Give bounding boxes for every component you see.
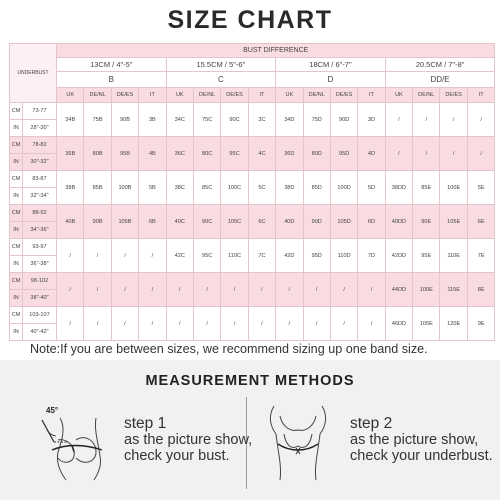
- size-cell: 85D: [303, 171, 330, 205]
- size-cell: 75B: [84, 103, 111, 137]
- size-cell: 40B: [57, 205, 84, 239]
- size-cell: /: [111, 307, 138, 341]
- size-cell: 90D: [330, 103, 357, 137]
- size-cell: 120E: [440, 307, 467, 341]
- size-cell: 95D: [303, 239, 330, 273]
- bust-difference-header: BUST DIFFERENCE: [57, 44, 495, 58]
- size-cell: /: [385, 103, 412, 137]
- size-cell: 9E: [467, 307, 495, 341]
- size-system-header: DE/ES: [440, 88, 467, 103]
- step1-heading: step 1: [124, 415, 167, 432]
- underbust-cm-value: 98-102: [23, 273, 57, 290]
- size-cell: 7C: [248, 239, 275, 273]
- size-cell: 4B: [139, 137, 166, 171]
- size-cell: 100E: [413, 273, 440, 307]
- size-cell: 34B: [57, 103, 84, 137]
- step1-line2: check your bust.: [124, 448, 230, 464]
- size-cell: /: [193, 273, 220, 307]
- underbust-cm-value: 93-97: [23, 239, 57, 256]
- size-cell: 3D: [358, 103, 385, 137]
- size-system-header: DE/NL: [303, 88, 330, 103]
- size-cell: /: [166, 273, 193, 307]
- size-cell: /: [57, 307, 84, 341]
- size-cell: /: [248, 273, 275, 307]
- size-cell: 100D: [330, 171, 357, 205]
- size-system-header: DE/NL: [84, 88, 111, 103]
- size-cell: 85E: [413, 171, 440, 205]
- size-cell: 4C: [248, 137, 275, 171]
- size-cell: 6C: [248, 205, 275, 239]
- in-unit-label: IN: [10, 222, 23, 239]
- size-cell: /: [111, 239, 138, 273]
- bust-range-header: 20.5CM / 7"-8": [385, 58, 495, 72]
- sizing-note: Note:If you are between sizes, we recommend sizing up one band size.: [30, 342, 428, 356]
- size-cell: /: [193, 307, 220, 341]
- in-unit-label: IN: [10, 120, 23, 137]
- measurement-methods-panel: [0, 360, 500, 500]
- size-cell: 40C: [166, 205, 193, 239]
- size-cell: /: [84, 307, 111, 341]
- size-system-header: UK: [57, 88, 84, 103]
- size-cell: 3C: [248, 103, 275, 137]
- cm-unit-label: CM: [10, 307, 23, 324]
- size-cell: /: [221, 273, 248, 307]
- size-cell: /: [358, 273, 385, 307]
- size-cell: /: [57, 273, 84, 307]
- size-cell: 85B: [84, 171, 111, 205]
- cm-unit-label: CM: [10, 273, 23, 290]
- step1-text: [124, 416, 252, 464]
- size-cell: 90E: [413, 205, 440, 239]
- cm-unit-label: CM: [10, 137, 23, 154]
- underbust-in-value: 30"-32": [23, 154, 57, 171]
- step2-line2: check your underbust.: [350, 448, 493, 464]
- in-unit-label: IN: [10, 154, 23, 171]
- angle-label: 45°: [46, 406, 59, 415]
- size-cell: 95D: [330, 137, 357, 171]
- size-cell: 34C: [166, 103, 193, 137]
- size-cell: 7D: [358, 239, 385, 273]
- size-cell: /: [303, 273, 330, 307]
- size-cell: 105C: [221, 205, 248, 239]
- size-cell: 38B: [57, 171, 84, 205]
- size-system-header: UK: [166, 88, 193, 103]
- cup-header: D: [276, 72, 386, 88]
- size-cell: /: [358, 307, 385, 341]
- cup-header: B: [57, 72, 167, 88]
- bust-range-header: 15.5CM / 5"-6": [166, 58, 276, 72]
- size-cell: 90D: [303, 205, 330, 239]
- step2-heading: step 2: [350, 415, 393, 432]
- size-cell: /: [440, 137, 467, 171]
- size-cell: 80B: [84, 137, 111, 171]
- size-system-header: IT: [467, 88, 495, 103]
- size-cell: 110E: [440, 239, 467, 273]
- size-system-header: IT: [248, 88, 275, 103]
- size-cell: /: [139, 307, 166, 341]
- size-cell: 110C: [221, 239, 248, 273]
- size-cell: 80C: [193, 137, 220, 171]
- underbust-in-value: 32"-34": [23, 188, 57, 205]
- size-cell: /: [385, 137, 412, 171]
- underbust-in-value: 28"-30": [23, 120, 57, 137]
- size-cell: 44DD: [385, 273, 412, 307]
- size-cell: /: [84, 239, 111, 273]
- measurement-methods-title: MEASUREMENT METHODS: [145, 373, 355, 389]
- size-cell: 100E: [440, 171, 467, 205]
- size-cell: 5B: [139, 171, 166, 205]
- underbust-in-value: 38"-40": [23, 290, 57, 307]
- size-cell: /: [303, 307, 330, 341]
- size-cell: 6B: [139, 205, 166, 239]
- size-cell: /: [84, 273, 111, 307]
- size-cell: 5C: [248, 171, 275, 205]
- size-cell: 5D: [358, 171, 385, 205]
- step1-line1: as the picture show,: [124, 432, 253, 448]
- size-cell: 38DD: [385, 171, 412, 205]
- size-cell: 75D: [303, 103, 330, 137]
- in-unit-label: IN: [10, 256, 23, 273]
- size-cell: 90C: [193, 205, 220, 239]
- size-cell: /: [139, 239, 166, 273]
- size-cell: 90B: [111, 103, 138, 137]
- underbust-cm-value: 88-92: [23, 205, 57, 222]
- size-cell: /: [111, 273, 138, 307]
- size-cell: 80D: [303, 137, 330, 171]
- cm-unit-label: CM: [10, 171, 23, 188]
- size-cell: 115E: [440, 273, 467, 307]
- size-cell: /: [166, 307, 193, 341]
- size-cell: 38C: [166, 171, 193, 205]
- size-cell: /: [139, 273, 166, 307]
- size-cell: /: [276, 273, 303, 307]
- size-cell: 95E: [413, 239, 440, 273]
- underbust-cm-value: 73-77: [23, 103, 57, 120]
- size-cell: /: [57, 239, 84, 273]
- size-cell: 5E: [467, 171, 495, 205]
- size-system-header: DE/ES: [221, 88, 248, 103]
- size-cell: /: [248, 307, 275, 341]
- size-cell: 95C: [221, 137, 248, 171]
- cup-header: DD/E: [385, 72, 495, 88]
- size-cell: 105B: [111, 205, 138, 239]
- size-cell: 7E: [467, 239, 495, 273]
- cup-header: C: [166, 72, 276, 88]
- cm-unit-label: CM: [10, 239, 23, 256]
- underbust-in-value: 36"-38": [23, 256, 57, 273]
- step2-text: [350, 416, 493, 464]
- size-cell: 36B: [57, 137, 84, 171]
- underbust-in-value: 40"-42": [23, 324, 57, 341]
- size-cell: /: [413, 103, 440, 137]
- size-cell: 95B: [111, 137, 138, 171]
- size-cell: 42D: [276, 239, 303, 273]
- size-system-header: DE/ES: [111, 88, 138, 103]
- size-cell: 40DD: [385, 205, 412, 239]
- size-cell: 100C: [221, 171, 248, 205]
- bust-range-header: 18CM / 6"-7": [276, 58, 386, 72]
- size-cell: 3B: [139, 103, 166, 137]
- size-cell: 42C: [166, 239, 193, 273]
- size-cell: /: [330, 273, 357, 307]
- size-cell: 46DD: [385, 307, 412, 341]
- size-cell: /: [440, 103, 467, 137]
- size-cell: 95C: [193, 239, 220, 273]
- size-cell: 40D: [276, 205, 303, 239]
- size-system-header: DE/ES: [330, 88, 357, 103]
- underbust-cm-value: 83-87: [23, 171, 57, 188]
- in-unit-label: IN: [10, 324, 23, 341]
- underbust-measure-illustration: [256, 400, 340, 484]
- bust-measure-illustration: [32, 400, 116, 484]
- size-cell: 100B: [111, 171, 138, 205]
- bust-range-header: 13CM / 4"-5": [57, 58, 167, 72]
- size-cell: 105E: [440, 205, 467, 239]
- cm-unit-label: CM: [10, 205, 23, 222]
- size-cell: 85C: [193, 171, 220, 205]
- size-system-header: UK: [385, 88, 412, 103]
- size-cell: 8E: [467, 273, 495, 307]
- size-chart-table: [9, 43, 495, 341]
- size-cell: 38D: [276, 171, 303, 205]
- underbust-cm-value: 103-107: [23, 307, 57, 324]
- size-cell: 110D: [330, 239, 357, 273]
- size-cell: 90C: [221, 103, 248, 137]
- in-unit-label: IN: [10, 290, 23, 307]
- size-cell: 42DD: [385, 239, 412, 273]
- size-system-header: UK: [276, 88, 303, 103]
- size-cell: /: [413, 137, 440, 171]
- size-system-header: IT: [358, 88, 385, 103]
- size-cell: 34D: [276, 103, 303, 137]
- size-system-header: DE/NL: [193, 88, 220, 103]
- size-cell: 36C: [166, 137, 193, 171]
- step2-line1: as the picture show,: [350, 432, 479, 448]
- underbust-cm-value: 78-82: [23, 137, 57, 154]
- size-cell: /: [467, 137, 495, 171]
- size-cell: 36D: [276, 137, 303, 171]
- size-cell: /: [467, 103, 495, 137]
- size-cell: 90B: [84, 205, 111, 239]
- size-chart-title: SIZE CHART: [167, 6, 333, 34]
- size-cell: 4D: [358, 137, 385, 171]
- size-system-header: DE/NL: [413, 88, 440, 103]
- size-cell: 105E: [413, 307, 440, 341]
- size-cell: /: [221, 307, 248, 341]
- underbust-in-value: 34"-36": [23, 222, 57, 239]
- size-cell: /: [330, 307, 357, 341]
- size-cell: 6E: [467, 205, 495, 239]
- size-system-header: IT: [139, 88, 166, 103]
- cm-unit-label: CM: [10, 103, 23, 120]
- size-cell: /: [276, 307, 303, 341]
- underbust-header: UNDERBUST: [10, 44, 57, 103]
- in-unit-label: IN: [10, 188, 23, 205]
- size-cell: 75C: [193, 103, 220, 137]
- size-cell: 105D: [330, 205, 357, 239]
- size-cell: 6D: [358, 205, 385, 239]
